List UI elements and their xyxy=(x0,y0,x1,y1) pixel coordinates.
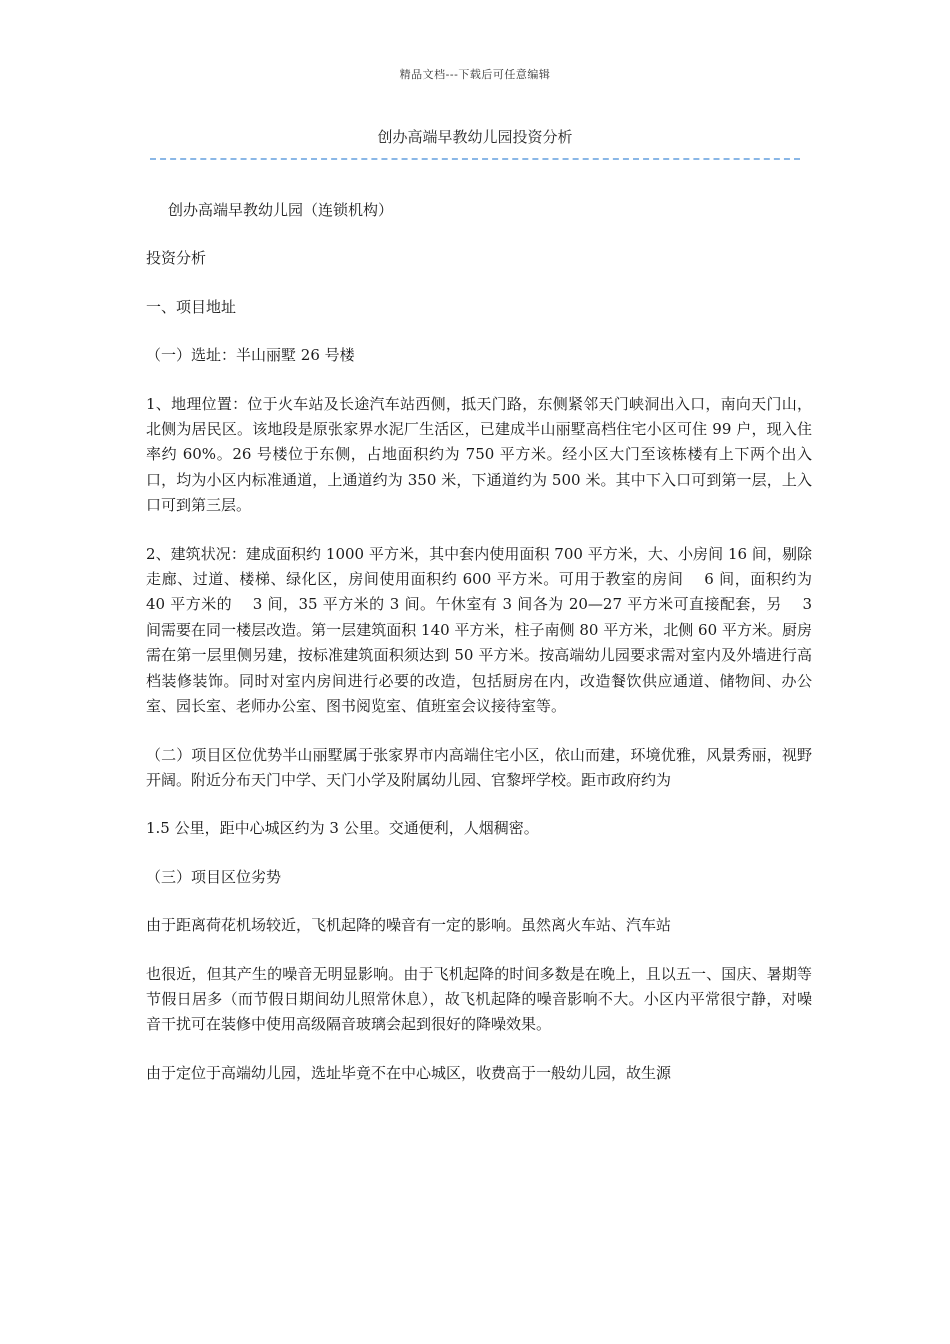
body-paragraph: 1.5 公里，距中心城区约为 3 公里。交通便利，人烟稠密。 xyxy=(146,819,539,838)
section-heading: 一、项目地址 xyxy=(146,297,237,316)
subtitle-paragraph: 创办高端早教幼儿园（连锁机构） xyxy=(168,201,394,219)
document-body xyxy=(146,198,812,1109)
body-paragraph: 也很近，但其产生的噪音无明显影响。由于飞机起降的时间多数是在晚上，且以五一、国庆、暑期等节假日居多（而节假日期间幼儿照常休息），故飞机起降的噪音影响不大。小区内平常很宁静，对噪音干扰可在装修中使用高级隔音玻璃会起到很好的降噪效果。 xyxy=(146,964,812,1034)
body-paragraph: 由于定位于高端幼儿园，选址毕竟不在中心城区，收费高于一般幼儿园，故生源 xyxy=(146,1063,672,1082)
document-title: 创办高端早教幼儿园投资分析 xyxy=(377,128,573,146)
body-paragraph: 2、建筑状况：建成面积约 1000 平方米，其中套内使用面积 700 平方米，大、小房间 16 间，剔除走廊、过道、楼梯、绿化区，房间使用面积约 600 平方米。可用于教室的房间 6 间，面积约为 40 平方米的 3 间，35 平方米的 3 间。午休室有 3 间各为 20—27 平方米可直接配套，另 3 间需要在同一楼层改造。第一层建筑面积 140 平方米，柱子南侧 80 平方米，北侧 60 平方米。厨房需在第一层里侧另建，按标准建筑面积须达到 50 平方米。按高端幼儿园要求需对室内及外墙进行高档装修装饰。同时对室内房间进行必要的改造，包括厨房在内，改造餐饮供应通道、储物间、办公室、园长室、老师办公室、图书阅览室、值班室会议接待室等。 xyxy=(146,544,812,716)
title-divider xyxy=(150,158,800,160)
body-paragraph: 1、地理位置：位于火车站及长途汽车站西侧，抵天门路，东侧紧邻天门峡洞出入口，南向天门山，北侧为居民区。该地段是原张家界水泥厂生活区，已建成半山丽墅高档住宅小区可住 99 户，现入住率约 60%。26 号楼位于东侧，占地面积约为 750 平方米。经小区大门至该栋楼有上下两个出入口，均为小区内标准通道，上通道约为 350 米，下通道约为 500 米。其中下入口可到第一层，上入口可到第三层。 xyxy=(146,394,812,515)
section-heading: 投资分析 xyxy=(146,249,207,268)
header-note: 精品文档---下载后可任意编辑 xyxy=(399,68,551,81)
body-paragraph: （二）项目区位优势半山丽墅属于张家界市内高端住宅小区，依山而建，环境优雅，风景秀丽，视野开阔。附近分布天门中学、天门小学及附属幼儿园、官黎坪学校。距市政府约为 xyxy=(146,745,812,789)
body-paragraph: 由于距离荷花机场较近，飞机起降的噪音有一定的影响。虽然离火车站、汽车站 xyxy=(146,916,672,935)
subsection-heading: （三）项目区位劣势 xyxy=(146,867,282,886)
subsection-heading: （一）选址：半山丽墅 26 号楼 xyxy=(146,346,355,365)
